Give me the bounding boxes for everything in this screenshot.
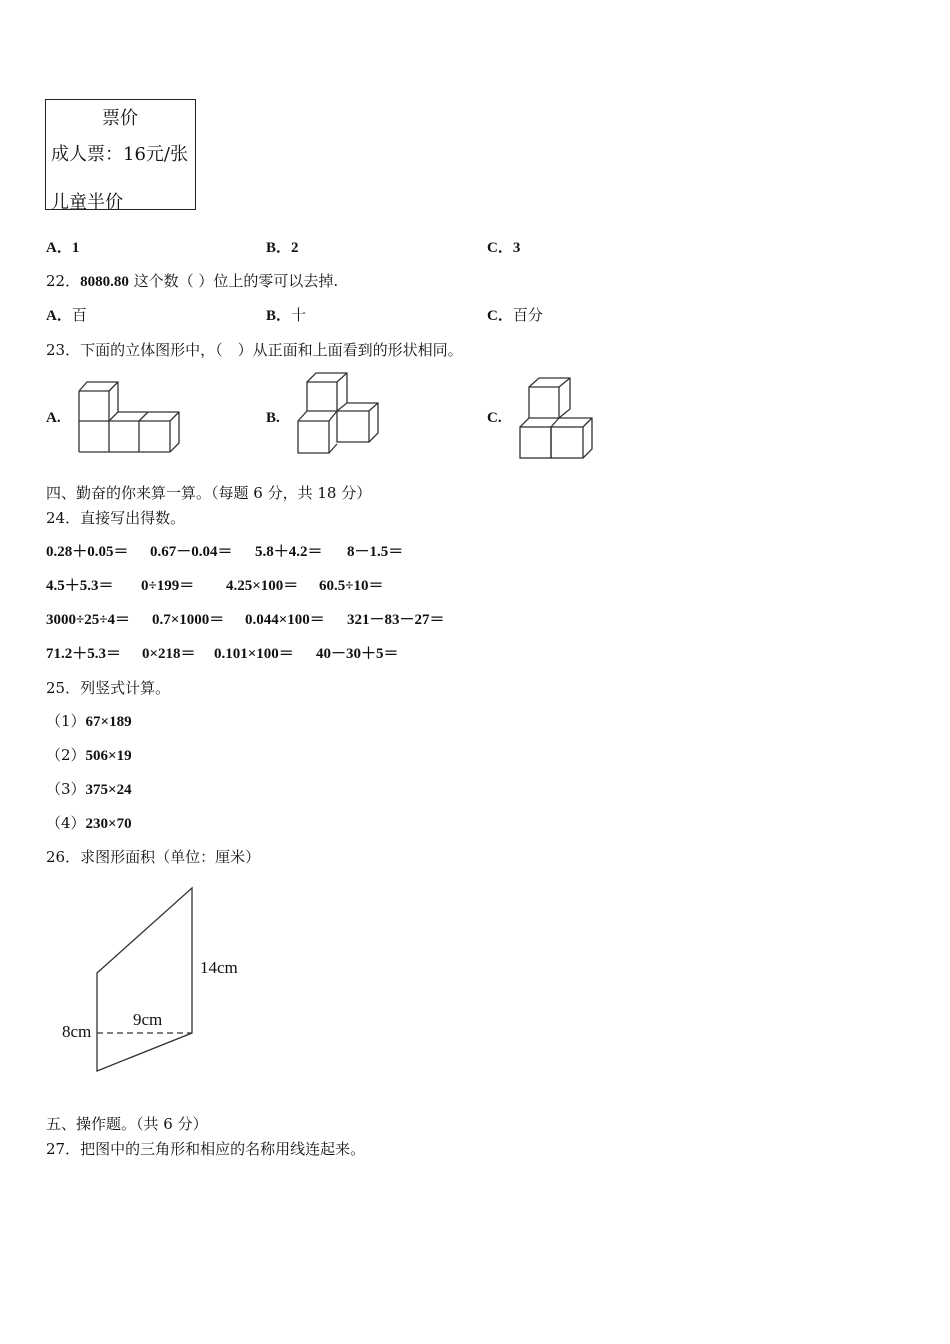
section-5-heading: 五、操作题。（共 6 分） <box>46 1115 208 1133</box>
q25-item-2: （2）506×19 <box>46 746 132 764</box>
q21-option-a: A．1 <box>46 240 80 256</box>
q23-option-b-label: B. <box>266 410 280 426</box>
label-14cm: 14cm <box>200 958 238 977</box>
q25-item-1: （1）67×189 <box>46 712 132 730</box>
label-8cm: 8cm <box>62 1022 92 1041</box>
price-title: 票价 <box>102 108 138 129</box>
q24-question: 24．直接写出得数。 <box>46 509 186 527</box>
q22-question: 22．8080.80 这个数（ ）位上的零可以去掉. <box>46 272 339 290</box>
q22-option-a: A．百 <box>46 306 87 324</box>
q25-item-4: （4）230×70 <box>46 814 132 832</box>
q25-item-3: （3）375×24 <box>46 780 132 798</box>
q23-option-a-label: A. <box>46 410 61 426</box>
q22-number-value: 8080.80 <box>80 274 129 290</box>
q21-option-b: B．2 <box>266 240 299 256</box>
label-9cm: 9cm <box>133 1010 163 1029</box>
q22-option-b: B．十 <box>266 306 307 324</box>
section-4-heading: 四、勤奋的你来算一算。（每题 6 分，共 18 分） <box>46 484 372 502</box>
q21-option-c: C．3 <box>487 240 521 256</box>
adult-price: 成人票：16元/张 <box>51 144 188 165</box>
q25-question: 25．列竖式计算。 <box>46 679 171 697</box>
q23-option-c-label: C. <box>487 410 502 426</box>
q26-question: 26．求图形面积（单位：厘米） <box>46 848 261 866</box>
child-price: 儿童半价 <box>51 192 123 213</box>
q22-option-c: C．百分 <box>487 306 543 324</box>
q27-question: 27．把图中的三角形和相应的名称用线连起来。 <box>46 1140 366 1158</box>
q23-question: 23．下面的立体图形中，（ ）从正面和上面看到的形状相同。 <box>46 341 463 359</box>
